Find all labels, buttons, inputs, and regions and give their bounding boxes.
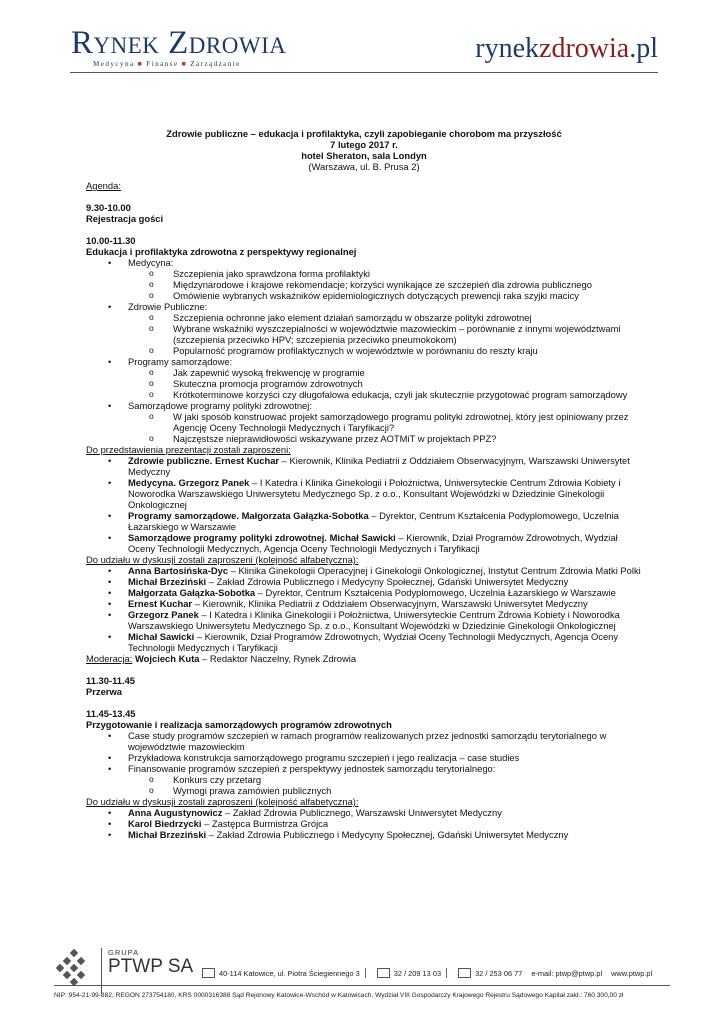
subtopic-item: o Szczepienia ochronne jako element działań samorządu w obszarze polityki zdrowotnej	[128, 312, 642, 323]
subtopic-item: o Krótkoterminowe korzyści czy długofalowa edukacja, czyli jak skutecznie przygotować program samorządowy	[128, 389, 642, 400]
footer-address: 40-114 Katowice, ul. Piotra Ściegiennego 3	[219, 968, 360, 978]
subtopic-item: o W jaki sposób konstruować projekt samorządowego programu polityki zdrowotnej, który jest opiniowany przez Agencję Oceny Technologii Medycznych i Taryfikacji?	[128, 411, 642, 433]
participant-name: Karol Biedrzycki	[128, 818, 202, 829]
presenters-label: Do przedstawienia prezentacji zostali zaproszeni:	[86, 444, 291, 455]
presenter-role: – Dyrektor, Centrum Kształcenia Podyplomowego, Uczelnia Łazarskiego w Warszawie	[128, 510, 619, 532]
site-part-rynek: rynek	[475, 33, 540, 64]
topic-item	[86, 752, 642, 763]
legal-info: NIP: 954-21-99-882, REGON 273754180, KRS 0000316388 Sąd Rejonowy Katowice-Wschód w Katowicach, Wydział VIII Gospodarczy Krajowego Rejestru Sądowego Kapitał zakł.: 760 300,00 zł	[54, 992, 624, 999]
subtopic-list	[128, 268, 642, 301]
topic-label: Przykładowa konstrukcja samorządowego programu szczepień i jego realizacja – case studies	[128, 752, 520, 763]
session-1-title: Rejestracja gości	[86, 213, 164, 224]
footer-web[interactable]: www.ptwp.pl	[611, 968, 653, 978]
subtopic-list	[128, 367, 642, 400]
subtopic-list	[128, 312, 642, 356]
participant-role: – Dyrektor, Centrum Kształcenia Podyplomowego, Uczelnia Łazarskiego w Warszawie	[255, 587, 616, 598]
session-2-title: Edukacja i profilaktyka zdrowotna z perspektywy regionalnej	[86, 246, 357, 257]
topic-label: Programy samorządowe:	[128, 356, 233, 367]
participant-role: – Zakład Zdrowia Publicznego, Warszawski Uniwersytet Medyczny	[222, 807, 502, 818]
moderator-name: Wojciech Kuta	[135, 653, 200, 664]
fax-icon	[458, 968, 471, 978]
participant-name: Michał Sawicki	[128, 631, 195, 642]
page-footer	[0, 938, 724, 1024]
presenter-role: – Kierownik, Dział Programów Zdrowotnych, Wydział Oceny Technologii Medycznych, Agencja Oceny Technologii Medycznych i Taryfikacji	[128, 532, 618, 554]
session-2-time: 10.00-11.30	[86, 235, 136, 246]
footer-email[interactable]: e-mail: ptwp@ptwp.pl	[531, 968, 603, 978]
participant-item	[86, 829, 642, 840]
participant-role: – I Katedra i Klinika Ginekologii i Położnictwa, Uniwersyteckie Centrum Zdrowia Kobiety i Noworodka Warszawskiego Uniwersytetu Medycznego Sp. z o.o., Konsultant Wojewódzki w Dziedzinie Ginekologii Onkologicznej	[128, 609, 620, 631]
moderation-line	[86, 653, 642, 664]
site-part-zdrowia: zdrowia	[539, 33, 630, 64]
topic-item	[86, 257, 642, 301]
participant-item	[86, 565, 642, 576]
presenter-item	[86, 477, 642, 510]
subtopic-item: o Jak zapewnić wysoką frekwencję w programie	[128, 367, 642, 378]
presenter-item	[86, 532, 642, 554]
participant-item	[86, 576, 642, 587]
topic-label: Medycyna:	[128, 257, 174, 268]
footer-divider	[54, 985, 670, 986]
topic-label: Zdrowie Publiczne:	[128, 301, 208, 312]
topic-label: Finansowanie programów szczepień z perspektywy jednostek samorządu terytorialnego:	[128, 763, 496, 774]
ptwp-diamond-logo-icon	[54, 948, 94, 988]
event-title: Zdrowie publiczne – edukacja i profilaktyka, czyli zapobieganie chorobom ma przyszłość	[166, 128, 562, 139]
subtopic-item: o Wymogi prawa zamówień publicznych	[128, 785, 642, 796]
footer-phone: 32 / 209 13 03	[393, 968, 442, 978]
topic-item	[86, 400, 642, 444]
subtopic-item: o Konkurs czy przetarg	[128, 774, 642, 785]
agenda-document	[86, 128, 642, 840]
participant-item	[86, 598, 642, 609]
participant-name: Ernest Kuchar	[128, 598, 193, 609]
discussion-label: Do udziału w dyskusji zostali zaproszeni (kolejność alfabetyczna):	[86, 554, 359, 565]
subtopic-item: o Wybrane wskaźniki wyszczepialności w województwie mazowieckim – porównanie z innymi województwami (szczepienia przeciwko HPV; szczepienia przeciwko pneumokokom)	[128, 323, 642, 345]
participant-item	[86, 609, 642, 631]
moderator-role: – Redaktor Naczelny, Rynek Zdrowia	[199, 653, 357, 664]
participant-name: Michał Brzeziński	[128, 576, 207, 587]
participant-item	[86, 807, 642, 818]
participant-item	[86, 587, 642, 598]
participant-name: Anna Bartosińska-Dyc	[128, 565, 229, 576]
subtopic-item: o Najczęstsze nieprawidłowości wskazywane przez AOTMiT w projektach PPZ?	[128, 433, 642, 444]
page-header	[0, 0, 724, 80]
subtopic-item: o Skuteczna promocja programów zdrowotnych	[128, 378, 642, 389]
participant-name: Anna Augustynowicz	[128, 807, 223, 818]
header-divider	[70, 72, 658, 73]
event-venue: hotel Sheraton, sala Londyn	[301, 150, 427, 161]
participant-role: – Zakład Zdrowia Publicznego i Medycyny Społecznej, Gdański Uniwersytet Medyczny	[206, 829, 569, 840]
address-icon	[202, 968, 215, 978]
session-4-topics	[86, 730, 642, 796]
presenter-topic-name: Medycyna. Grzegorz Panek	[128, 477, 250, 488]
topic-item	[86, 356, 642, 400]
subtopic-item: o Szczepienia jako sprawdzona forma profilaktyki	[128, 268, 642, 279]
event-heading	[86, 128, 642, 172]
panelists-list	[86, 565, 642, 653]
ptwp-group-text	[108, 948, 193, 977]
tagline-medycyna: Medycyna	[93, 60, 135, 68]
agenda-label: Agenda:	[86, 180, 121, 191]
session-3-time: 11.30-11.45	[86, 675, 136, 686]
subtopic-item: o Popularność programów profilaktycznych w województwie w porównaniu do reszty kraju	[128, 345, 642, 356]
tagline-zarzadzanie: Zarządzanie	[190, 60, 241, 68]
discussion-label-2: Do udziału w dyskusji zostali zaproszeni (kolejność alfabetyczna):	[86, 796, 359, 807]
participant-name: Michał Brzeziński	[128, 829, 207, 840]
participant-role: – Zakład Zdrowia Publicznego i Medycyny Społecznej, Gdański Uniwersytet Medyczny	[206, 576, 569, 587]
participant-item	[86, 818, 642, 829]
rynek-zdrowia-logo[interactable]	[71, 25, 287, 68]
group-label: GRUPA	[108, 948, 140, 957]
topic-item	[86, 730, 642, 752]
presenters-list	[86, 455, 642, 554]
presenter-item	[86, 455, 642, 477]
presenter-topic-name: Samorządowe programy polityki zdrowotnej	[128, 532, 325, 543]
tagline-finanse: Finanse	[146, 60, 179, 68]
topic-item	[86, 763, 642, 796]
group-name: PTWP SA	[108, 956, 194, 977]
topic-label: Case study programów szczepień w ramach programów realizowanych przez jednostki samorządu terytorialnego w województwie mazowieckim	[128, 730, 607, 752]
event-address: (Warszawa, ul. B. Prusa 2)	[308, 161, 420, 172]
topic-item	[86, 301, 642, 356]
session-2-topics	[86, 257, 642, 444]
topic-label: Samorządowe programy polityki zdrowotnej:	[128, 400, 312, 411]
contact-row	[196, 968, 652, 978]
subtopic-item: o Międzynarodowe i krajowe rekomendacje; korzyści wynikające ze szczepień dla zdrowia publicznego	[128, 279, 642, 290]
session-3-title: Przerwa	[86, 686, 122, 697]
logo-title: Rynek Zdrowia	[71, 25, 287, 61]
participant-name: Małgorzata Gałązka-Sobotka	[128, 587, 256, 598]
presenter-item	[86, 510, 642, 532]
session-4-time: 11.45-13.45	[86, 708, 136, 719]
subtopic-list	[128, 411, 642, 444]
subtopic-item: o Omówienie wybranych wskaźników epidemiologicznych dotyczących prewencji raka szyjki macicy	[128, 290, 642, 301]
site-part-tld: .pl	[629, 33, 658, 64]
session-4-title: Przygotowanie i realizacja samorządowych programów zdrowotnych	[86, 719, 392, 730]
event-date: 7 lutego 2017 r.	[330, 139, 398, 150]
participant-item	[86, 631, 642, 653]
footer-logo-divider	[101, 948, 102, 994]
participant-role: – Klinika Ginekologii Operacyjnej i Ginekologii Onkologicznej, Instytut Centrum Zdrowia Matki Polki	[228, 565, 641, 576]
site-address-logo[interactable]	[475, 34, 658, 64]
presenter-sep: .	[324, 532, 330, 543]
logo-tagline: Medycyna ■ Finanse ■ Zarządzanie	[93, 60, 241, 68]
session-1-time: 9.30-10.00	[86, 202, 131, 213]
panelists-list-2	[86, 807, 642, 840]
participant-name: Grzegorz Panek	[128, 609, 199, 620]
presenter-topic-name: Programy samorządowe. Małgorzata Gałązka-Sobotka	[128, 510, 369, 521]
presenter-role: – I Katedra i Klinika Ginekologii i Położnictwa, Uniwersyteckie Centrum Zdrowia Kobiety i Noworodka Warszawskiego Uniwersytetu Medycznego Sp. z o.o., Konsultant Wojewódzki w Dziedzinie Ginekologii Onkologicznej	[128, 477, 621, 510]
phone-icon	[377, 968, 390, 978]
presenter-role: – Kierownik, Klinika Pediatrii z Oddziałem Obserwacyjnym, Warszawski Uniwersytet Medyczny	[128, 455, 630, 477]
moderation-label: Moderacja:	[86, 653, 133, 664]
participant-role: – Kierownik, Dział Programów Zdrowotnych, Wydział Oceny Technologii Medycznych, Agencja Oceny Technologii Medycznych i Taryfikacji	[128, 631, 619, 653]
footer-fax: 32 / 253 06 77	[475, 968, 523, 978]
subtopic-list	[128, 774, 642, 796]
presenter-topic-name: Zdrowie publiczne. Ernest Kuchar	[128, 455, 280, 466]
participant-role: – Zastępca Burmistrza Grójca	[201, 818, 329, 829]
presenter-name: Michał Sawicki	[329, 532, 396, 543]
participant-role: – Kierownik, Klinika Pediatrii z Oddziałem Obserwacyjnym, Warszawski Uniwersytet Medyczny	[192, 598, 588, 609]
